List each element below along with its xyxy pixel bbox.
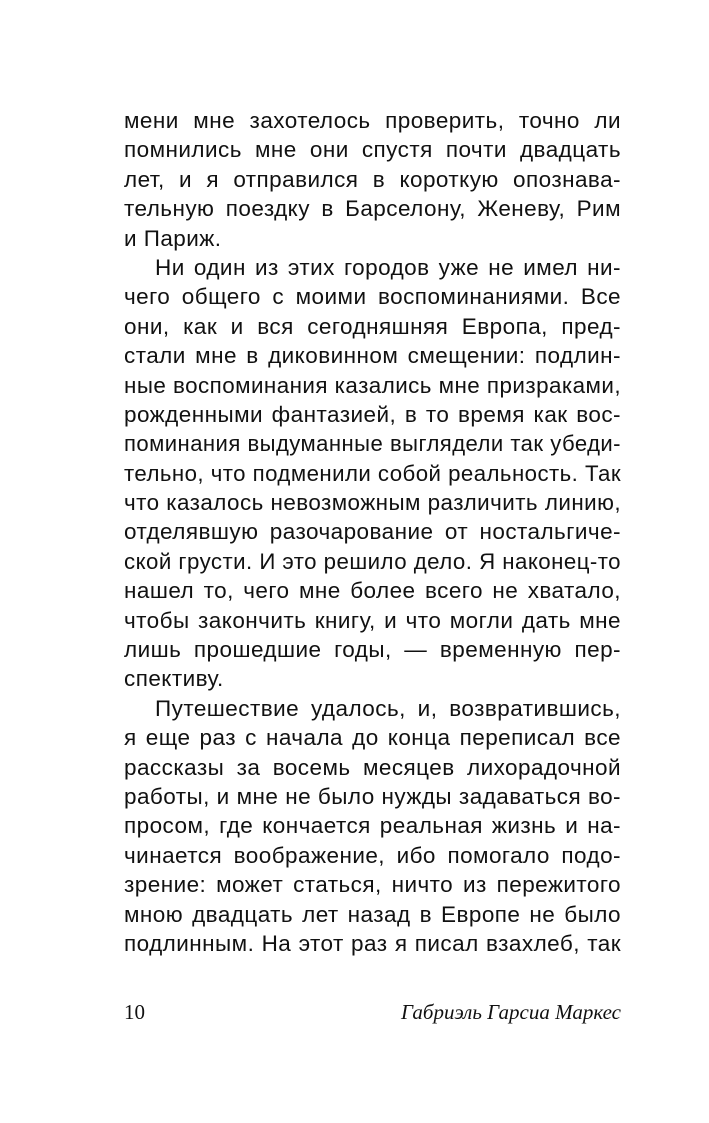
text-line: ской грусти. И это решило дело. Я наконец-то — [124, 548, 621, 574]
text-line: спективу. — [124, 666, 224, 692]
text-line: я еще раз с начала до конца переписал все — [124, 725, 621, 751]
text-line: рожденными фантазией, в то время как вос- — [124, 401, 621, 427]
text-line: мною двадцать лет назад в Европе не было — [124, 901, 621, 927]
text-line: подлинным. На этот раз я писал взахлеб, так — [124, 930, 621, 956]
text-line: лишь прошедшие годы, — временную пер- — [124, 637, 621, 663]
text-line: просом, где кончается реальная жизнь и на- — [124, 813, 621, 839]
text-line: чего общего с моими воспоминаниями. Все — [124, 284, 621, 310]
text-line: что казалось невозможным различить линию, — [124, 490, 621, 516]
text-line: работы, и мне не было нужды задаваться во- — [124, 783, 621, 809]
page-number: 10 — [124, 1000, 145, 1024]
text-line: зрение: может статься, ничто из пережитого — [124, 872, 621, 898]
text-line: лет, и я отправился в короткую опознава- — [124, 166, 621, 192]
text-line: ные воспоминания казались мне призраками, — [124, 372, 621, 398]
body-text — [124, 106, 621, 958]
text-line: нашел то, чего мне более всего не хватало, — [124, 578, 621, 604]
text-line: мени мне захотелось проверить, точно ли — [124, 108, 621, 133]
text-line: тельную поездку в Барселону, Женеву, Рим — [124, 196, 621, 222]
paragraph-start-line: Путешествие удалось, и, возвратившись, — [155, 695, 621, 721]
text-line: поминания выдуманные выглядели так убеди- — [124, 431, 621, 457]
text-line: чтобы закончить книгу, и что могли дать мне — [124, 607, 621, 633]
text-line: рассказы за восемь месяцев лихорадочной — [124, 754, 621, 780]
text-line: стали мне в диковинном смещении: подлин- — [124, 343, 621, 369]
text-line: чинается воображение, ибо помогало подо- — [124, 842, 621, 868]
text-line: они, как и вся сегодняшняя Европа, пред- — [124, 313, 621, 339]
text-line: помнились мне они спустя почти двадцать — [124, 137, 621, 163]
paragraph-start-line: Ни один из этих городов уже не имел ни- — [155, 254, 621, 280]
running-footer-author: Габриэль Гарсиа Маркес — [400, 1000, 621, 1024]
text-line: тельно, что подменили собой реальность. Так — [124, 460, 621, 486]
text-line: и Париж. — [124, 225, 222, 251]
text-line: отделявшую разочарование от ностальгиче- — [124, 519, 621, 545]
